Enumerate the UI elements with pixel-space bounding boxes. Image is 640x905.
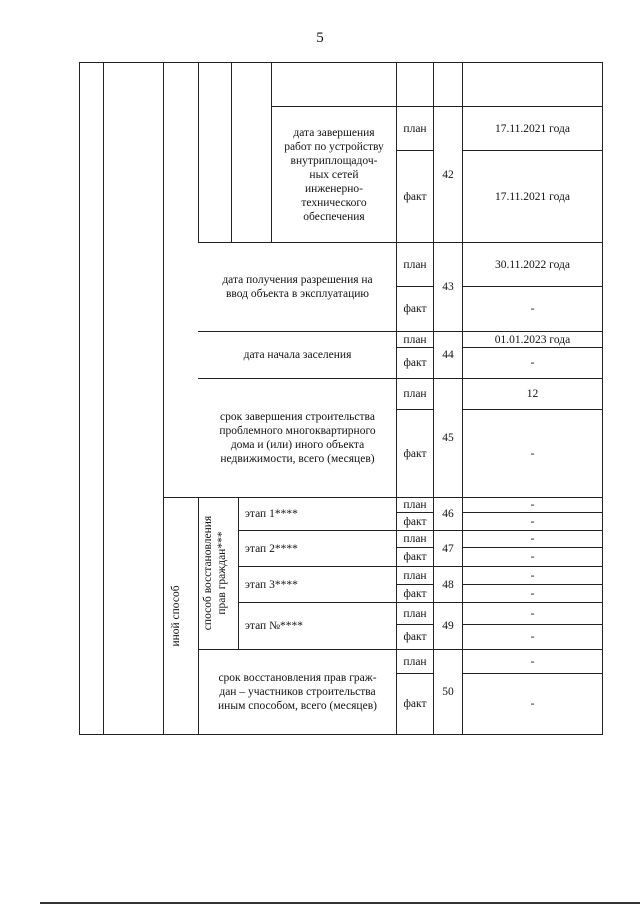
- row-47-label: этап 2****: [245, 542, 298, 555]
- row-45-fact-label: факт: [403, 447, 427, 460]
- row-44-fact-label: факт: [403, 357, 427, 369]
- row-44-number: 44: [442, 349, 454, 361]
- row-50-fact-label: факт: [403, 698, 427, 710]
- row-44-fact-value: -: [530, 357, 535, 369]
- row-50-label: срок восстановления прав граж- дан – участников строительства иным способом, всего (месяцев): [218, 672, 377, 712]
- row-44-plan-value: 01.01.2023 года: [494, 333, 571, 346]
- row-48-number: 48: [442, 578, 454, 591]
- row-50-plan-value: -: [530, 655, 535, 668]
- row-45-number: 45: [442, 432, 454, 444]
- row-42-fact-value: 17.11.2021 года: [494, 190, 570, 203]
- row-42-number: 42: [442, 168, 454, 181]
- row-43-fact-value: -: [530, 303, 535, 315]
- other-method-label: иной способ: [170, 585, 182, 647]
- row-43-fact-label: факт: [403, 303, 427, 315]
- row-46-fact-value: -: [530, 515, 535, 528]
- row-44-plan-label: план: [403, 333, 427, 346]
- row-48-plan-label: план: [403, 569, 427, 582]
- row-44-label: дата начала заселения: [243, 349, 352, 361]
- row-43-plan-value: 30.11.2022 года: [494, 258, 570, 271]
- row-46-number: 46: [442, 508, 454, 520]
- row-45-fact-value: -: [530, 447, 535, 460]
- row-46-label: этап 1****: [245, 508, 298, 520]
- row-42-plan-value: 17.11.2021 года: [494, 122, 570, 135]
- row-48-fact-label: факт: [403, 587, 427, 600]
- page-number: 5: [316, 30, 324, 46]
- row-47-fact-value: -: [530, 551, 535, 563]
- row-49-fact-value: -: [530, 631, 535, 643]
- row-45-plan-label: план: [403, 388, 427, 400]
- row-48-fact-value: -: [530, 587, 535, 600]
- row-42-fact-label: факт: [403, 190, 427, 203]
- row-47-plan-label: план: [403, 533, 427, 545]
- row-47-number: 47: [442, 542, 454, 555]
- row-48-label: этап 3****: [245, 578, 298, 591]
- row-49-fact-label: факт: [403, 631, 427, 643]
- row-45-plan-value: 12: [526, 388, 539, 400]
- row-42-plan-label: план: [403, 122, 427, 135]
- row-43-plan-label: план: [403, 258, 427, 271]
- page-bottom-edge: [40, 902, 640, 904]
- row-49-plan-value: -: [530, 607, 535, 620]
- row-46-fact-label: факт: [403, 515, 427, 528]
- row-49-number: 49: [442, 620, 454, 632]
- row-50-plan-label: план: [403, 655, 427, 668]
- row-48-plan-value: -: [530, 569, 535, 582]
- row-43-label: дата получения разрешения на ввод объекта в эксплуатацию: [222, 274, 373, 300]
- row-42-label: дата завершения работ по устройству внутриплощадоч- ных сетей инженерно- технического обеспечения: [284, 126, 384, 223]
- row-46-plan-label: план: [403, 499, 427, 511]
- row-47-plan-value: -: [530, 533, 535, 545]
- row-47-fact-label: факт: [403, 551, 427, 563]
- row-43-number: 43: [442, 281, 454, 293]
- row-45-label: срок завершения строительства проблемного многоквартирного дома и (или) иного объекта недвижимости, всего (месяцев): [219, 411, 376, 465]
- row-46-plan-value: -: [530, 499, 535, 511]
- row-49-label: этап №****: [245, 620, 304, 632]
- restoration-method-label: способ восстановления прав граждан***: [202, 515, 228, 631]
- row-49-plan-label: план: [403, 607, 427, 620]
- row-50-number: 50: [442, 686, 454, 698]
- row-50-fact-value: -: [530, 698, 535, 710]
